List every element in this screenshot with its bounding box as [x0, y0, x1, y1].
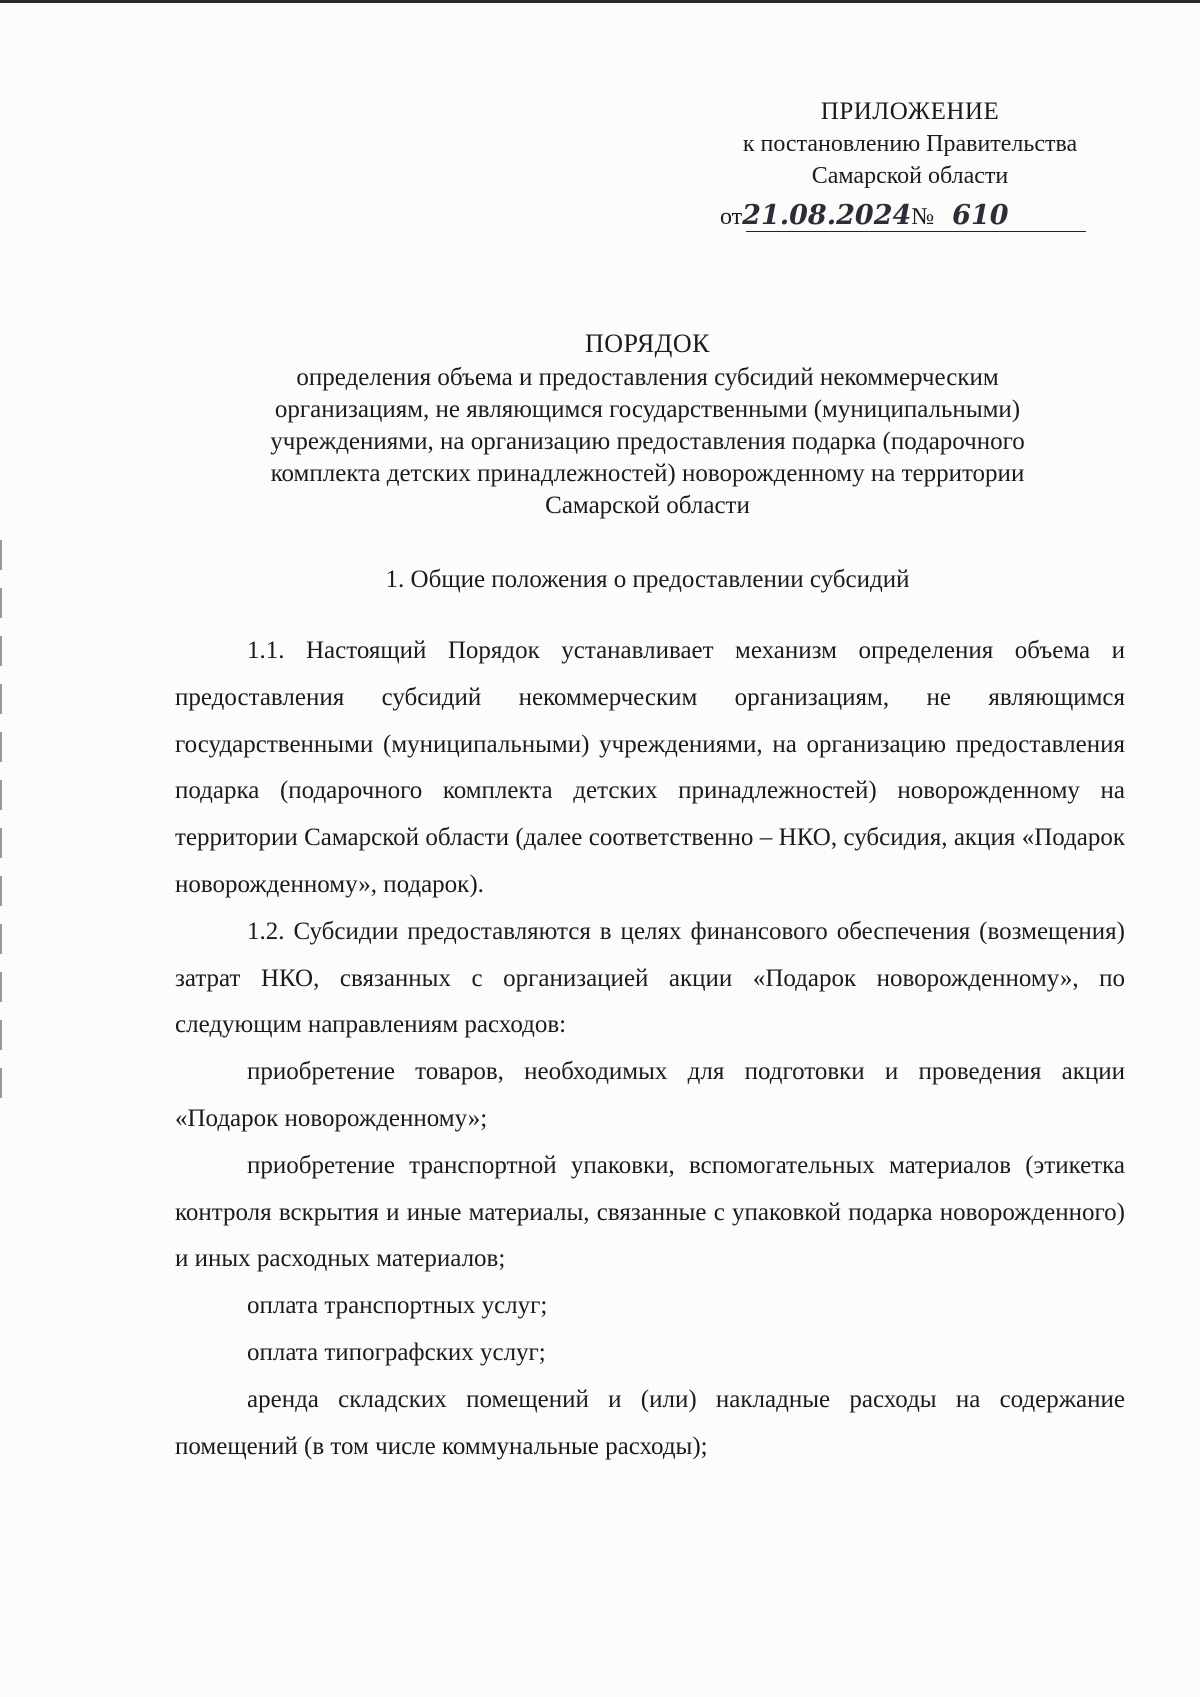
paragraph-1-2: 1.2. Субсидии предоставляются в целях финансового обеспечения (возмещения) затрат НКО, связанных с организацией акции «Подарок новорожденному», по следующим направлениям расходов:: [175, 917, 1125, 1039]
document-title: ПОРЯДОК: [584, 329, 711, 358]
list-item-printing: оплата типографских услуг;: [247, 1338, 546, 1366]
scan-left-edge: [0, 540, 2, 1100]
appendix-title: ПРИЛОЖЕНИЕ: [820, 98, 1000, 125]
heading-line-3: учреждениями, на организацию предоставления подарка (подарочного: [270, 428, 1025, 455]
heading-line-1: определения объема и предоставления субсидий некоммерческим: [296, 364, 999, 391]
heading-line-5: Самарской области: [545, 492, 750, 519]
date-prefix: от: [720, 204, 743, 230]
decree-date-line: [720, 200, 1100, 236]
document-body: [175, 628, 1125, 1470]
list-item-goods: приобретение товаров, необходимых для подготовки и проведения акции «Подарок новорожденному»;: [175, 1058, 1125, 1132]
decree-number: 610: [952, 200, 1009, 231]
appendix-block: [690, 96, 1130, 192]
section-title: 1. Общие положения о предоставлении субсидий: [385, 566, 910, 593]
appendix-line-2: Самарской области: [811, 163, 1009, 189]
list-item-rent: аренда складских помещений и (или) накладные расходы на содержание помещений (в том числе коммунальные расходы);: [175, 1385, 1125, 1460]
number-prefix: №: [911, 204, 935, 230]
scan-top-edge: [0, 0, 1200, 3]
heading-line-4: комплекта детских принадлежностей) новорожденному на территории: [270, 460, 1025, 487]
document-heading: [170, 328, 1125, 522]
list-item-packaging: приобретение транспортной упаковки, вспомогательных материалов (этикетка контроля вскрытия и иные материалы, связанные с упаковкой подарка новорожденного) и иных расходных материалов;: [175, 1151, 1125, 1273]
date-underline: [746, 231, 1086, 232]
heading-line-2: организациям, не являющимся государственными (муниципальными): [274, 396, 1021, 423]
paragraph-1-1: 1.1. Настоящий Порядок устанавливает механизм определения объема и предоставления субсидий некоммерческим организациям, не являющимся государственными (муниципальными) учреждениями, на организацию предоставления подарка (подарочного комплекта детских принадлежностей) новорожденному на территории Самарской области (далее соответственно – НКО, субсидия, акция «Подарок новорожденному», подарок).: [175, 637, 1125, 898]
list-item-transport: оплата транспортных услуг;: [247, 1292, 548, 1320]
appendix-line-1: к постановлению Правительства: [742, 131, 1078, 157]
decree-date: 21.08.2024: [742, 200, 912, 231]
